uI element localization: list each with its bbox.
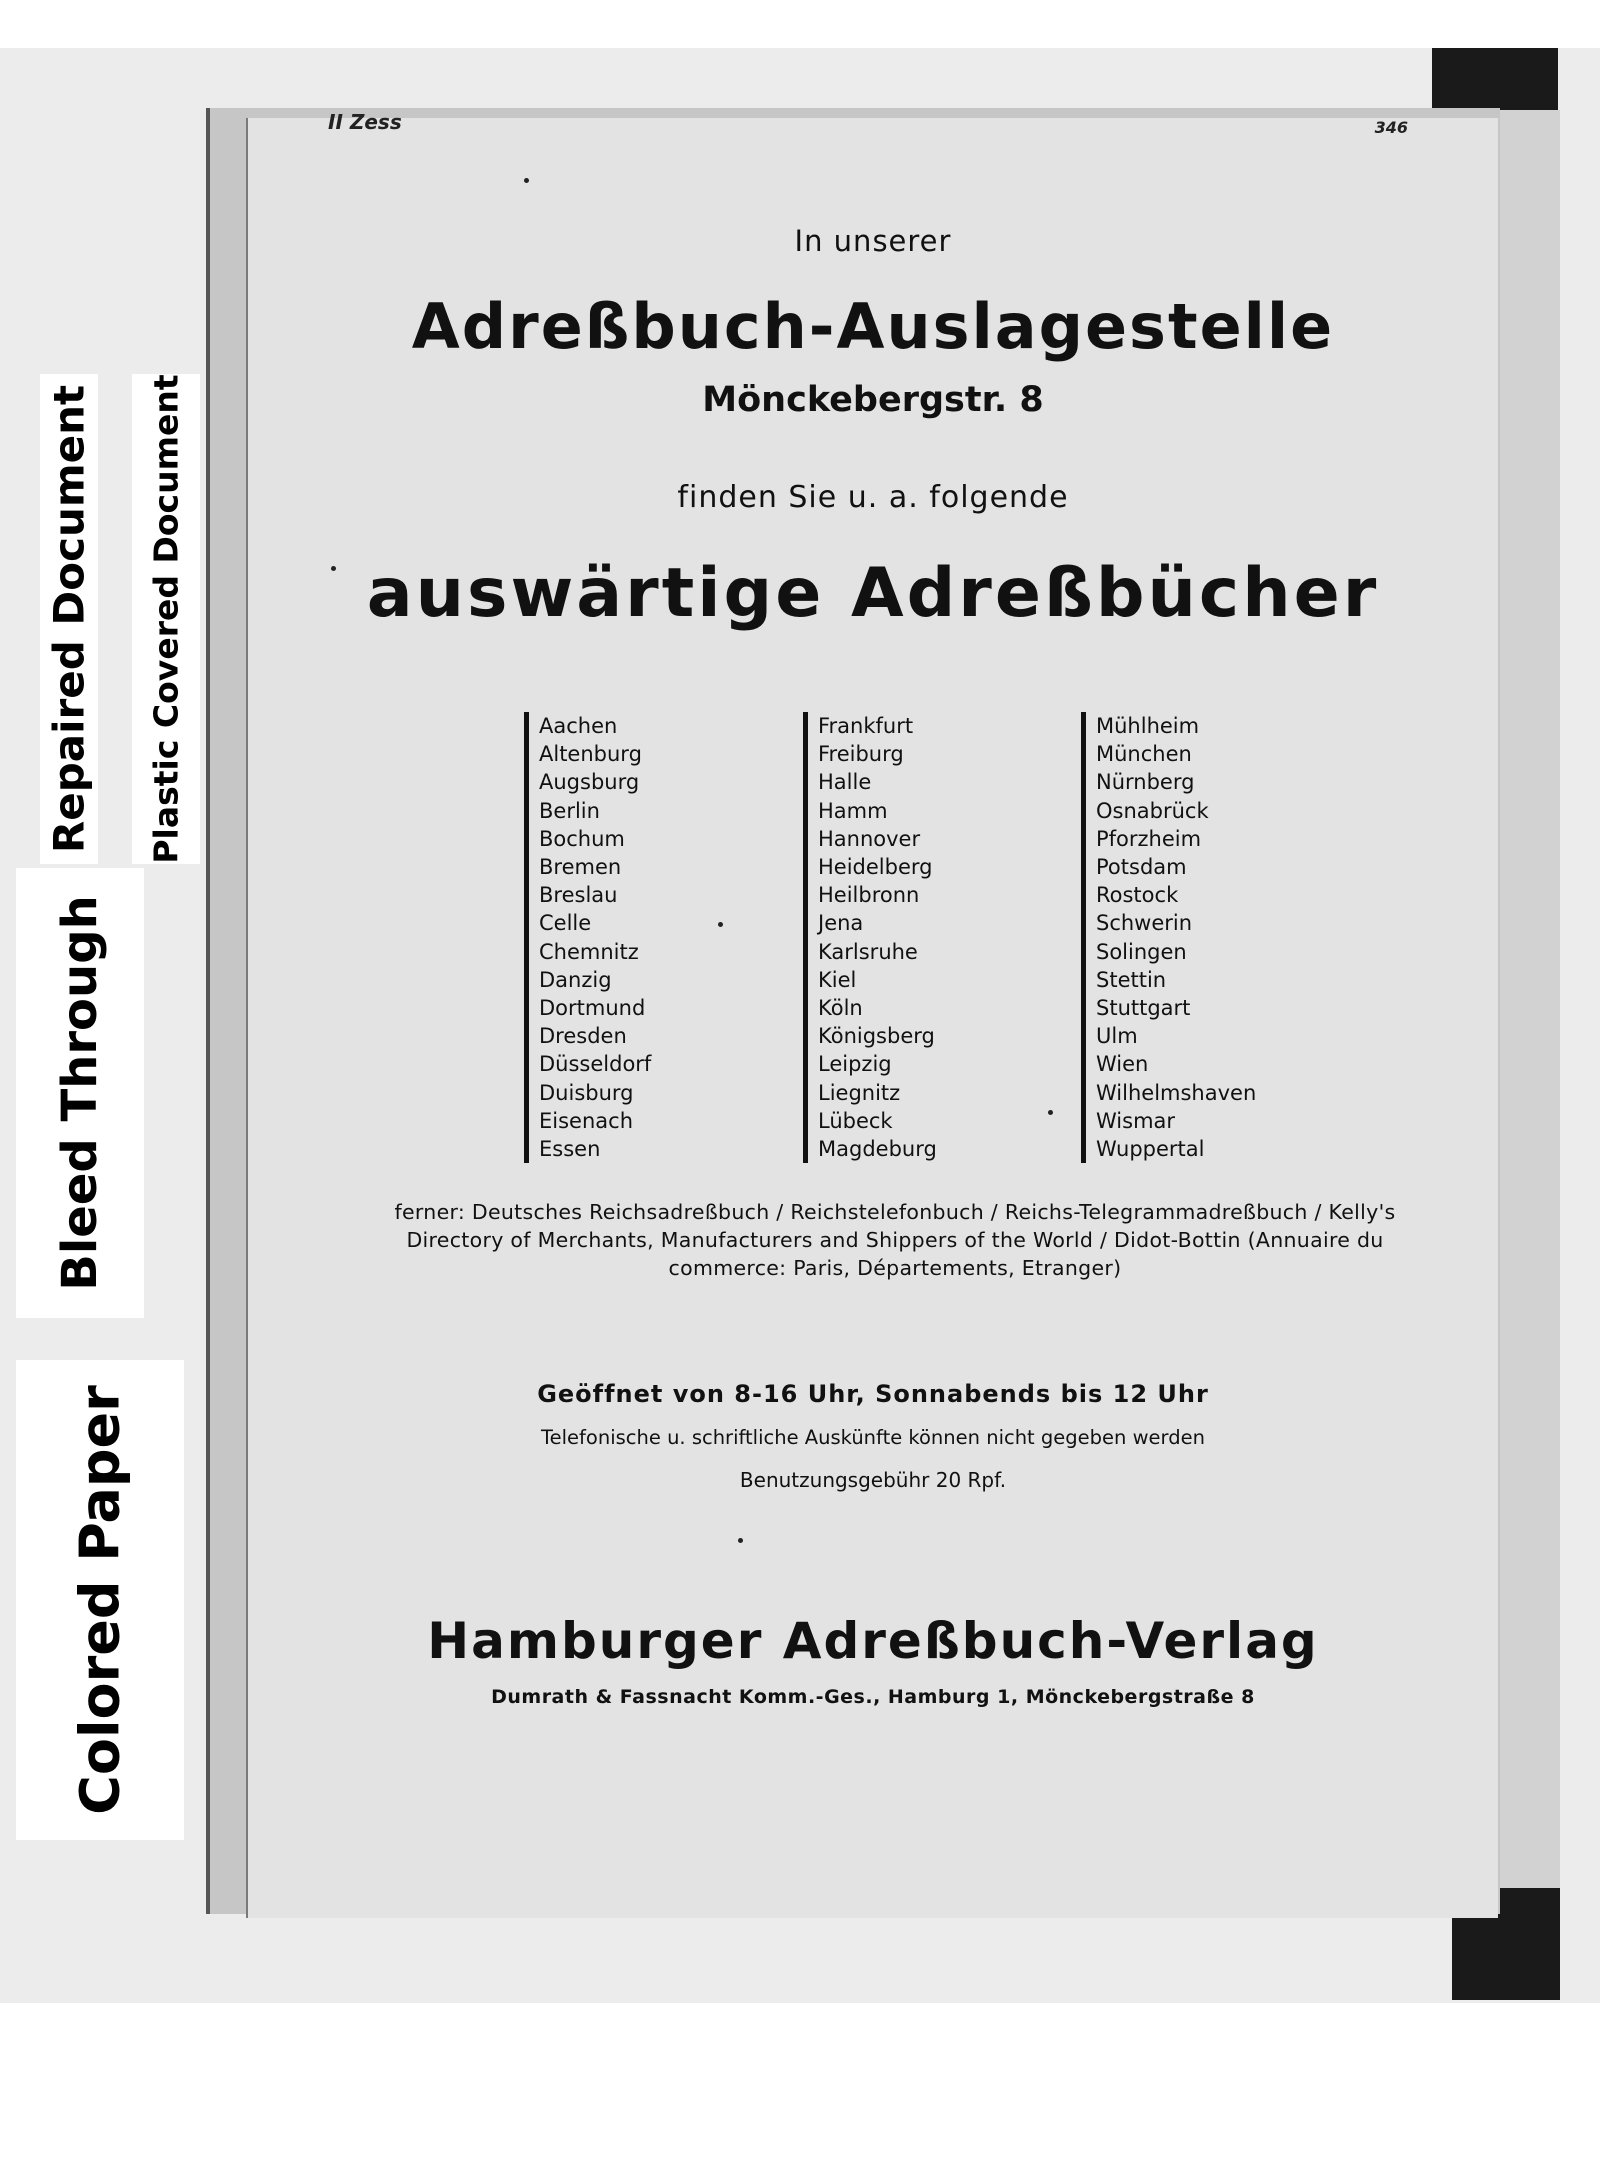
list-item: Stettin	[1096, 967, 1167, 992]
ferner-line-3: commerce: Paris, Départements, Etranger)	[668, 1256, 1122, 1280]
label-repaired-document	[40, 374, 98, 864]
dust-speck	[738, 1538, 743, 1543]
list-item: Altenburg	[539, 742, 642, 767]
list-item: Nürnberg	[1096, 770, 1195, 795]
opening-hours: Geöffnet von 8-16 Uhr, Sonnabends bis 12 Uhr	[537, 1380, 1209, 1408]
list-item: Kiel	[818, 967, 857, 992]
info-notice: Telefonische u. schriftliche Auskünfte können nicht gegeben werden	[541, 1426, 1205, 1449]
dust-speck	[1048, 1110, 1053, 1115]
list-item: Karlsruhe	[818, 939, 918, 964]
list-item: Wilhelmshaven	[1096, 1080, 1257, 1105]
street-address: Mönckebergstr. 8	[702, 380, 1044, 420]
list-item: Eisenach	[539, 1108, 633, 1133]
page-title: Adreßbuch-Auslagestelle	[411, 290, 1335, 363]
list-item: Osnabrück	[1096, 798, 1209, 823]
list-item: Liegnitz	[818, 1080, 901, 1105]
intro-text: In unserer	[794, 224, 952, 258]
list-item: Königsberg	[818, 1024, 935, 1049]
city-list-2	[803, 712, 937, 1163]
document-page	[248, 110, 1498, 1918]
section-heading: auswärtige Adreßbücher	[366, 554, 1380, 633]
list-item: Düsseldorf	[539, 1052, 652, 1077]
corner-mark-right: 346	[1374, 118, 1408, 137]
list-item: Celle	[539, 911, 592, 936]
list-item: Köln	[818, 996, 863, 1021]
publisher-name: Hamburger Adreßbuch-Verlag	[427, 1612, 1319, 1670]
list-item: Frankfurt	[818, 714, 914, 738]
list-item: Augsburg	[539, 770, 640, 795]
list-item: Chemnitz	[539, 939, 639, 964]
find-text: finden Sie u. a. folgende	[677, 480, 1069, 515]
list-item: Duisburg	[539, 1080, 634, 1105]
list-item: Dortmund	[539, 996, 646, 1021]
scan-edge-strip	[1500, 110, 1560, 1888]
label-bleed-through	[16, 868, 144, 1318]
dust-speck	[524, 178, 529, 183]
list-item: Potsdam	[1096, 855, 1187, 880]
corner-mark-left: II Zess	[328, 110, 402, 134]
label-plastic-covered	[132, 374, 200, 864]
scan-tab-top	[1432, 48, 1558, 110]
city-list-1	[524, 712, 651, 1163]
ferner-line-2: Directory of Merchants, Manufacturers and Shippers of the World / Didot-Bottin (Annuaire du	[406, 1228, 1384, 1252]
list-item: Wuppertal	[1096, 1137, 1205, 1162]
label-colored-text: Colored Paper	[68, 1385, 132, 1815]
label-colored-paper	[16, 1360, 184, 1840]
list-item: Hamm	[818, 798, 888, 823]
list-item: Pforzheim	[1096, 826, 1202, 851]
usage-fee: Benutzungsgebühr 20 Rpf.	[739, 1468, 1007, 1492]
list-item: Bochum	[539, 826, 625, 851]
publisher-address: Dumrath & Fassnacht Komm.-Ges., Hamburg 1, Mönckebergstraße 8	[491, 1686, 1255, 1708]
list-item: Halle	[818, 770, 872, 795]
list-item: Hannover	[818, 826, 921, 851]
dust-speck	[331, 566, 336, 571]
list-item: Bremen	[539, 855, 622, 880]
label-bleed-text: Bleed Through	[52, 895, 108, 1291]
list-item: Wismar	[1096, 1108, 1176, 1133]
list-item: Heilbronn	[818, 883, 920, 908]
list-item: Ulm	[1096, 1024, 1138, 1049]
list-item: Schwerin	[1096, 911, 1193, 936]
list-item: Magdeburg	[818, 1137, 937, 1162]
label-plastic-text: Plastic Covered Document	[146, 374, 186, 864]
list-item: Mühlheim	[1096, 714, 1200, 738]
list-item: Berlin	[539, 798, 600, 823]
list-item: Heidelberg	[818, 855, 933, 880]
additional-directories	[368, 1198, 1422, 1282]
list-item: Dresden	[539, 1024, 627, 1049]
list-item: Aachen	[539, 714, 618, 738]
list-item: Danzig	[539, 967, 612, 992]
dust-speck	[718, 922, 723, 927]
list-item: Freiburg	[818, 742, 904, 767]
list-item: Solingen	[1096, 939, 1187, 964]
list-item: Breslau	[539, 883, 618, 908]
list-item: Leipzig	[818, 1052, 892, 1077]
city-list-3	[1081, 712, 1256, 1163]
list-item: Stuttgart	[1096, 996, 1191, 1021]
list-item: Wien	[1096, 1052, 1149, 1077]
list-item: Jena	[818, 911, 864, 936]
list-item: Essen	[539, 1137, 601, 1162]
list-item: München	[1096, 742, 1192, 767]
list-item: Rostock	[1096, 883, 1179, 908]
ferner-line-1: ferner: Deutsches Reichsadreßbuch / Reichstelefonbuch / Reichs-Telegrammadreßbuch / Kelly's	[394, 1200, 1396, 1224]
list-item: Lübeck	[818, 1108, 893, 1133]
label-repaired-text: Repaired Document	[44, 384, 94, 854]
